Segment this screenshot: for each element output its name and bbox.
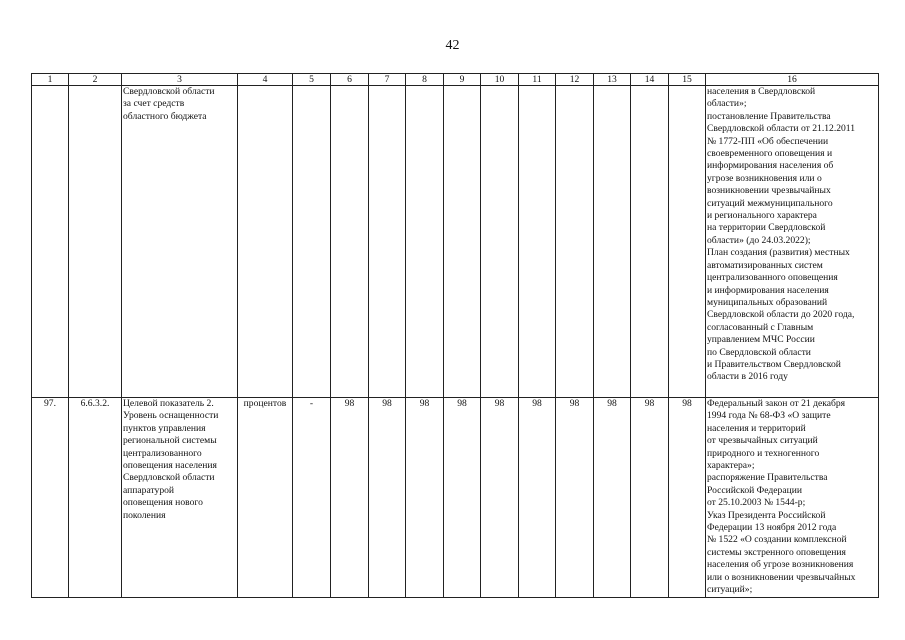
text-line: за счет средств [123,98,185,110]
text-line: области в 2016 году [707,371,788,383]
text-line: природного и техногенного [707,447,820,459]
text-line: Свердловской области до 2020 года, [707,309,855,321]
text-line: угрозе возникновения или о [707,172,822,184]
text-line: населения в Свердловской [707,86,816,97]
text-line: Российской Федерации [707,484,802,496]
text-line: Указ Президента Российской [707,509,826,521]
text-line: оповещения населения [123,460,217,472]
text-line: Свердловской области [123,472,215,484]
column-header: 12 [556,74,594,86]
text-line: Целевой показатель 2. [123,398,214,409]
column-header: 1 [32,74,69,86]
text-line: распоряжение Правительства [707,472,828,484]
cell-unit [238,86,293,398]
page-number: 42 [445,38,460,53]
text-line: ситуаций»; [707,584,753,596]
text-line: и регионального характера [707,210,817,222]
column-number-row [32,74,879,86]
cell-value: 98 [406,398,444,598]
text-line: Свердловской области [123,86,215,97]
text-line: оповещения нового [123,497,203,509]
cell-value: 98 [594,398,631,598]
text-line: от чрезвычайных ситуаций [707,435,818,447]
column-header: 8 [406,74,444,86]
cell-base-value: - [293,398,331,598]
cell-num [32,86,69,398]
text-line: централизованного [123,447,202,459]
text-line: от 25.10.2003 № 1544-р; [707,497,806,509]
text-line: характера»; [707,460,755,472]
text-line: № 1772-ПП «Об обеспечении [707,135,829,147]
cell-value: 98 [631,398,669,598]
text-line: возникновении чрезвычайных [707,185,831,197]
cell-value: 98 [331,398,369,598]
cell-name [122,398,238,598]
text-line: региональной системы [123,435,217,447]
text-line: поколения [123,509,166,521]
column-header: 14 [631,74,669,86]
column-header: 13 [594,74,631,86]
text-line: областного бюджета [123,110,207,122]
column-header: 6 [331,74,369,86]
text-line: и информирования населения [707,284,829,296]
column-header: 5 [293,74,331,86]
text-line: по Свердловской области [707,346,811,358]
cell-code [69,86,122,398]
cell-value: 98 [481,398,519,598]
column-header: 16 [706,74,879,86]
text-line: Федерации 13 ноября 2012 года [707,522,837,534]
text-line: автоматизированных систем [707,259,823,271]
text-line: на территории Свердловской [707,222,826,234]
text-line: информирования населения об [707,160,834,172]
text-line: Федеральный закон от 21 декабря [707,398,846,409]
text-line: № 1522 «О создании комплексной [707,534,847,546]
text-line: области»; [707,98,747,110]
column-header: 11 [519,74,556,86]
text-line: системы экстренного оповещения [707,546,846,558]
text-line: Свердловской области от 21.12.2011 [707,123,856,135]
cell-code: 6.6.3.2. [69,398,122,598]
text-line: согласованный с Главным [707,321,814,333]
text-line: муниципальных образований [707,296,828,308]
text-line: своевременного оповещения и [707,148,833,160]
cell-basis [706,398,879,598]
cell-basis [706,86,879,398]
column-header: 3 [122,74,238,86]
text-line: постановление Правительства [707,110,831,122]
text-line: области» (до 24.03.2022); [707,234,811,246]
column-header: 9 [444,74,481,86]
cell-num: 97. [32,398,69,598]
text-line: ситуаций межмуниципального [707,197,833,209]
text-line: аппаратурой [123,484,175,496]
cell-name [122,86,238,398]
text-line: или о возникновении чрезвычайных [707,571,856,583]
column-header: 4 [238,74,293,86]
indicators-table [31,73,879,598]
cell-value: 98 [556,398,594,598]
text-line: централизованного оповещения [707,272,838,284]
text-line: и Правительством Свердловской [707,358,841,370]
table-row [32,398,879,598]
text-line: населения об угрозе возникновения [707,559,854,571]
cell-value: 98 [369,398,406,598]
column-header: 2 [69,74,122,86]
column-header: 10 [481,74,519,86]
column-header: 15 [669,74,706,86]
table-row [32,86,879,398]
cell-value: 98 [669,398,706,598]
cell-value: 98 [444,398,481,598]
text-line: пунктов управления [123,422,206,434]
text-line: Уровень оснащенности [123,410,219,422]
text-line: управлением МЧС России [707,334,815,346]
column-header: 7 [369,74,406,86]
cell-value: 98 [519,398,556,598]
cell-unit: процентов [238,398,293,598]
text-line: населения и территорий [707,422,806,434]
text-line: План создания (развития) местных [707,247,850,259]
text-line: 1994 года № 68-ФЗ «О защите [707,410,831,422]
